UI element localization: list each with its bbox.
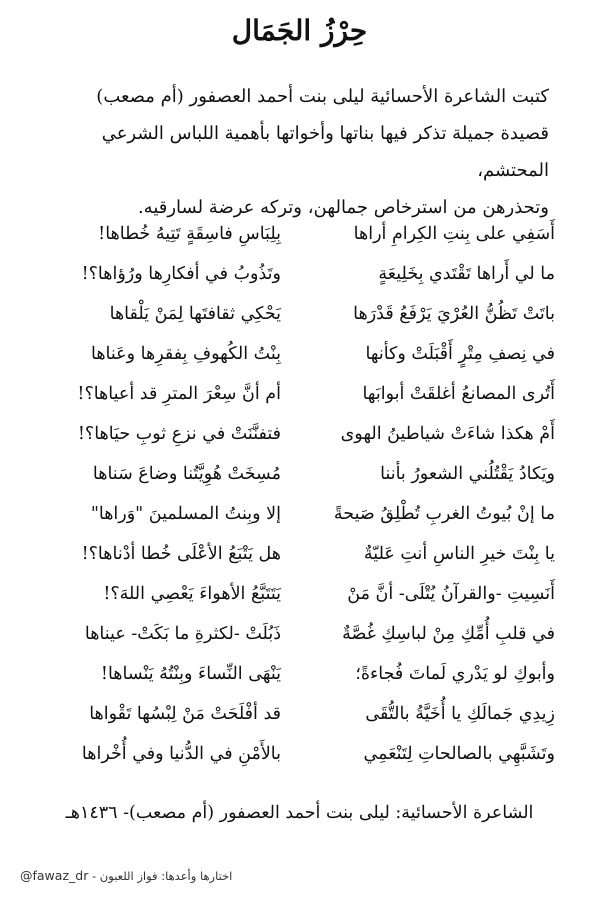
verse-first-hemistich: أَسَفِي على بِنتِ الكِرامِ أراها bbox=[353, 224, 555, 244]
verse-row bbox=[0, 254, 599, 294]
verse-first-hemistich: أَتُرى المصانعُ أغلقَتْ أبوابَها bbox=[362, 384, 555, 404]
verse-row bbox=[0, 414, 599, 454]
compiler-credit bbox=[20, 868, 232, 883]
verse-row bbox=[0, 614, 599, 654]
verse-second-hemistich: مُسِخَتْ هُوِيَّتُنا وضاعَ سَناها bbox=[92, 464, 281, 484]
verse-row bbox=[0, 654, 599, 694]
verse-row bbox=[0, 294, 599, 334]
verse-second-hemistich: وتَذُوبُ في أفكارِها ورُؤاها؟! bbox=[81, 264, 281, 284]
verse-first-hemistich: يا بِنْتَ خيرِ الناسِ أنتِ عَليّةٌ bbox=[363, 544, 555, 564]
verse-first-hemistich: في قلبِ أُمِّكِ مِنْ لباسِكِ غُصَّةٌ bbox=[342, 624, 555, 644]
verse-second-hemistich: يَحْكِي ثقافتَها لِمَنْ يَلْقاها bbox=[109, 304, 281, 324]
verse-first-hemistich: ما إنْ بُيوتُ الغربِ تُطْلِقُ صَيحةً bbox=[333, 504, 555, 524]
verse-second-hemistich: ذَبُلَتْ -لكثرةِ ما بَكَتْ- عيناها bbox=[84, 624, 281, 644]
intro-paragraph bbox=[39, 78, 549, 226]
verse-row bbox=[0, 734, 599, 774]
verse-row bbox=[0, 334, 599, 374]
verse-first-hemistich: زِيدِي جَمالَكِ يا أُخَيَّةُ بالتُّقَى bbox=[365, 704, 555, 724]
poem-title: حِرْزُ الجَمَال bbox=[231, 14, 368, 47]
verse-second-hemistich: بِلِبَاسِ فاسِقَةٍ تَتِيهُ خُطاها! bbox=[98, 224, 281, 244]
verse-first-hemistich: في نِصفِ مِتْرٍ أَقْبَلَتْ وكأنها bbox=[365, 344, 555, 364]
intro-line: وتحذرهن من استرخاص جمالهن، وتركه عرضة لسارقيه. bbox=[137, 197, 549, 218]
verse-first-hemistich: ويَكادُ يَقْتُلُني الشعورُ بأننا bbox=[380, 464, 555, 484]
verse-second-hemistich: فتفنَّنَتْ في نزعِ ثوبِ حيَاها؟! bbox=[77, 424, 281, 444]
verse-second-hemistich: إلا وبِنتُ المسلمينَ "وَراها" bbox=[90, 504, 281, 524]
verse-row bbox=[0, 574, 599, 614]
credit-text: اختارها وأعدها: فواز اللعبون - bbox=[92, 869, 233, 883]
intro-line: كتبت الشاعرة الأحسائية ليلى بنت أحمد العصفور (أم مصعب) bbox=[96, 86, 549, 107]
twitter-handle: @fawaz_dr bbox=[20, 868, 89, 883]
verse-second-hemistich: قد أفْلَحَتْ مَنْ لِبْسُها تَقْواها bbox=[89, 704, 281, 724]
verse-row bbox=[0, 374, 599, 414]
verse-first-hemistich: ما لي أَراها تَقْتَدي بِخَلِيعَةٍ bbox=[378, 264, 555, 284]
verse-second-hemistich: بِنْتُ الكُهوفِ بِفقرِها وعَناها bbox=[91, 344, 281, 364]
verse-row bbox=[0, 454, 599, 494]
verse-first-hemistich: أَمْ هكذا شاءَتْ شياطينُ الهوى bbox=[340, 424, 555, 444]
verse-second-hemistich: يَنْهَى النِّساءَ وبِنْتُهُ يَنْساها! bbox=[100, 664, 281, 684]
verse-first-hemistich: وأبوكِ لو يَدْري لَماتَ فُجاءةً؛ bbox=[355, 664, 555, 684]
verse-first-hemistich: أَنَسِيتِ -والقرآنُ يُتْلَى- أنَّ مَنْ bbox=[347, 584, 555, 604]
intro-line: قصيدة جميلة تذكر فيها بناتها وأخواتها بأهمية اللباس الشرعي المحتشم، bbox=[101, 123, 549, 181]
verse-first-hemistich: باتَتْ تَظُنُّ العُرْيَ يَرْفَعُ قَدْرَها bbox=[353, 304, 555, 324]
verse-row bbox=[0, 694, 599, 734]
verse-row bbox=[0, 534, 599, 574]
verse-first-hemistich: وتَشَبَّهِي بالصالحاتِ لِتَنْعَمِي bbox=[363, 744, 555, 764]
poet-signature: الشاعرة الأحسائية: ليلى بنت أحمد العصفور (أم مصعب)- ١٤٣٦هـ bbox=[65, 803, 534, 823]
verse-second-hemistich: أم أنَّ سِعْرَ المترِ قد أعياها؟! bbox=[77, 384, 281, 404]
verse-second-hemistich: هل يَتْبَعُ الأعْلَى خُطا أدْناها؟! bbox=[81, 544, 281, 564]
verse-row bbox=[0, 494, 599, 534]
verse-second-hemistich: بالأَمْنِ في الدُّنيا وفي أُخْراها bbox=[81, 744, 281, 764]
verse-second-hemistich: يَتَتَبَّعُ الأهواءَ يَعْصِي اللهَ؟! bbox=[103, 584, 281, 604]
verse-row bbox=[0, 214, 599, 254]
